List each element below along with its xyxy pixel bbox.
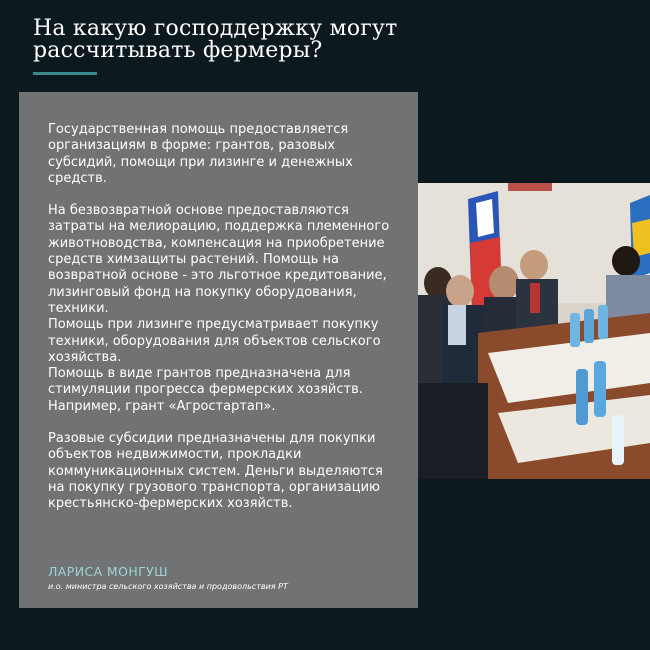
quote-card xyxy=(19,92,418,608)
author-name: ЛАРИСА МОНГУШ xyxy=(48,564,168,579)
card-body xyxy=(48,122,398,513)
paragraph-nonrepayable: На безвозвратной основе предоставляются затраты на мелиорацию, поддержка племенного животноводства, компенсация на приобретение средств химзащиты растений. Помощь на возвратной основе - это льготное кредитование, лизинговый фонд на покупку оборудования, техники. xyxy=(48,203,390,316)
paragraph-leasing: Помощь при лизинге предусматривает покупку техники, оборудования для объектов сельского хозяйства. xyxy=(48,317,381,365)
paragraph-subsidies: Разовые субсидии предназначены для покупки объектов недвижимости, прокладки коммуникационных систем. Деньги выделяются на покупку грузового транспорта, организацию крестьянско-фермерских хозяйств. xyxy=(48,431,383,512)
paragraph-forms: Государственная помощь предоставляется организациям в форме: грантов, разовых субсидий, помощи при лизинге и денежных средств. xyxy=(48,122,353,186)
page-title xyxy=(33,18,633,62)
title-underline xyxy=(33,72,97,75)
meeting-photo xyxy=(418,183,650,479)
author-role: и.о. министра сельского хозяйства и продовольствия РТ xyxy=(48,582,288,591)
paragraph-grants: Помощь в виде грантов предназначена для стимуляции прогресса фермерских хозяйств. Например, грант «Агростартап». xyxy=(48,366,363,414)
title-line-2: рассчитывать фермеры? xyxy=(33,38,323,63)
title-line-1: На какую господдержку могут xyxy=(33,16,398,41)
